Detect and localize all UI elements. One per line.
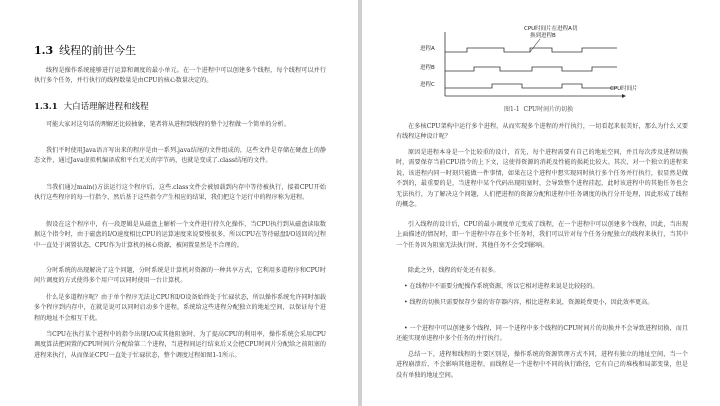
figure-title-line1: CPU时间片在进程A切 (524, 26, 578, 32)
x-axis-label: CPU时间片 (610, 86, 638, 92)
paragraph: 可能大家对这句话的理解还比较抽象，笔者将从进程到线程的整个过程做一个简单的分析。 (46, 121, 290, 128)
process-a-line (445, 48, 617, 52)
paragraph: 原因是进程本身是一个比较重的设计，首先，每个进程需要有自己的地址空间，并且每次涉及进程切换时，需要保存当前CPU指令的上下文，这使得资源的消耗及性能的损耗比较大。其次，对一个独立的进程来说，该进程内同一时刻只能做一件事情，如果在这个进程中想实现同时执行多个任务并行执行，很显然是做不到的，最重要的是，当进程中某个代码出现阻塞时，会导致整个进程挂起，此时该进程中的其他任务也会无法执行，为了解决这个问题，人们把进程的资源分配和进程中任务调度的执行分开处理，因此形成了线程的概念。 (396, 149, 688, 209)
paragraph: 我们平时使用Java语言写出来的程序是由一系列.java结尾的文件组成的，这些文件是存储在硬盘上的静态文件，通过Java虚拟机编译成和平台无关的字节码，也就是变成了.class结尾的文件。 (34, 147, 326, 165)
process-label-b: 进程B (420, 65, 435, 71)
left-page (0, 0, 358, 406)
section-number: 1.3 (34, 44, 54, 57)
process-c-line (445, 84, 617, 88)
subsection-heading (34, 100, 149, 112)
figure-pointer-line (530, 39, 540, 52)
section-title: 线程的前世今生 (59, 44, 137, 57)
intro-paragraph: 线程是操作系统能够进行运算和调度的最小单元。在一个进程中可以创建多个线程，每个线程可以并行执行多个任务，并行执行的线程数量是由CPU的核心数量决定的。 (34, 67, 326, 85)
subsection-title: 大白话理解进程和线程 (63, 102, 149, 112)
bullet-text: 一个进程中可以创建多个线程，同一个进程中多个线程的CPU时间片的切换并不会导致进程切换，而且还能实现单进程中多个任务的并行执行。 (396, 325, 688, 343)
section-heading (34, 42, 136, 58)
figure-caption-number: 图1-1 (504, 106, 520, 113)
figure-caption (504, 104, 573, 113)
process-b-line (445, 67, 617, 71)
bullet-item: • 在线程中不需要分配操作系统资源，所以它相对进程来说是比较轻的。 (404, 283, 599, 290)
bullet-item: • 线程的切换只需要保存少量的寄存器内容，相比进程来说，资源耗费更小，因此效率更高。 (404, 299, 654, 306)
bullet-text: 在线程中不需要分配操作系统资源，所以它相对进程来说是比较轻的。 (409, 283, 599, 290)
right-page (362, 0, 720, 406)
bullet-item: • 一个进程中可以创建多个线程，同一个进程中多个线程的CPU时间片的切换并不会导致进程切换，而且还能实现单进程中多个任务的并行执行。 (396, 325, 688, 343)
paragraph: 假设在这个程序中，有一段逻辑是从磁盘上解析一个文件进行持久化操作，当CPU执行到从磁盘读取数据这个指令时，由于磁盘的I/O速度相比CPU的运算速度来说要慢很多，所以CPU在等待磁盘I/O返回的过程中一直处于闲置状态，CPU作为计算机的核心资源，被闲置显然是不合理的。 (34, 221, 326, 249)
paragraph: 引入线程的设计后，CPU的最小调度单元变成了线程，在一个进程中可以创建多个线程，因此，当出现上面描述的情况时，即一个进程中存在多个任务时，我们可以针对每个任务分配独立的线程来执行，当其中一个任务因为阻塞无法执行时，其他任务不会受到影响。 (396, 221, 688, 249)
cpu-timeslice-diagram (412, 18, 672, 100)
figure-title-line2: 换到进程B (530, 33, 556, 39)
paragraph: 分时系统的出现解决了这个问题，分时系统是计算机对资源的一种共享方式，它利用多道程序和CPU时间片调度的方式使得多个用户可以同时使用一台计算机。 (34, 267, 326, 285)
figure-caption-text: CPU时间片的切换 (523, 106, 574, 113)
bullet-text: 线程的切换只需要保存少量的寄存器内容，相比进程来说，资源耗费更小，因此效率更高。 (409, 299, 654, 306)
paragraph: 当我们通过main()方法运行这个程序后，这些.class文件会被加载到内存中等待被执行，接着CPU开始执行这些程序的每一行指令，然后基于这些指令产生相应的结果，我们把这个运行中的程序称为进程。 (34, 184, 326, 202)
paragraph: 当CPU在执行某个进程中的指令出现I/O或其他阻塞时，为了提高CPU的利用率，操作系统会采用CPU调度算法把闲置的CPU时间片分配给第二个进程，当进程间运行结束后又会把CPU时间片分配给之前阻塞的进程来执行，从而保证CPU一直处于忙碌状态，整个调度过程如图1-1所示。 (34, 331, 326, 359)
subsection-number: 1.3.1 (34, 102, 58, 112)
process-label-c: 进程C (420, 82, 435, 88)
x-axis-arrow-icon (622, 94, 626, 98)
paragraph: 除此之外，线程的好处还有很多。 (408, 267, 500, 274)
paragraph: 什么是多道程序呢？由于单个程序无法让CPU和I/O设备始终处于忙碌状态，所以操作系统允许同时加载多个程序到内存中，在就是说可以同时启动多个进程，系统给这些进程分配独立的地址空间，以保证每个进程的地址不会相互干扰。 (34, 294, 326, 322)
closing-paragraph: 总结一下，进程和线程的主要区别是，操作系统的资源管理方式不同，进程有独立的地址空间，当一个进程崩溃后，不会影响其他进程，而线程是一个进程中不同的执行路径，它有自己的堆栈和局部变量，但是没有单独的地址空间。 (396, 351, 688, 379)
process-label-a: 进程A (420, 46, 435, 52)
paragraph: 在多核CPU架构中运行多个进程，从而实现多个进程的并行执行，一切看起来很美好，那么为什么又要有线程这种设计呢？ (396, 123, 688, 141)
